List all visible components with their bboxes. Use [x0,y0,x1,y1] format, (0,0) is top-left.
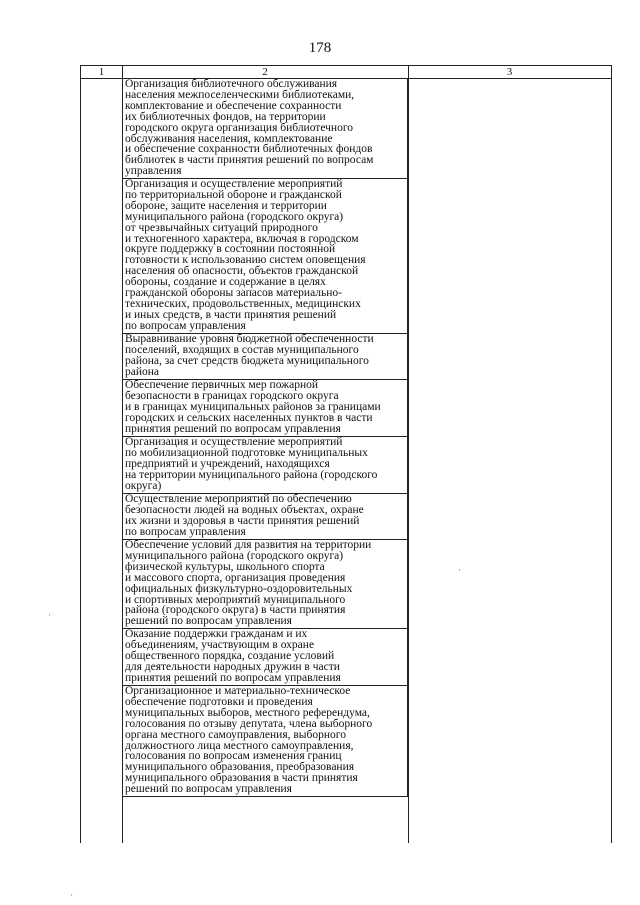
column-divider-2 [408,66,409,843]
table-row [122,334,408,380]
cell-text-line: Организация библиотечного обслуживания [125,79,338,90]
cell-text-line: обороне, защите населения и территории [125,199,327,212]
table-header-row [81,66,611,79]
header-col-2: 2 [262,66,268,78]
cell-text-line: Организация и осуществление мероприятий [125,179,343,190]
table-row [122,179,408,334]
cell-text-line: по мобилизационной подготовке муниципальных [125,446,368,459]
scan-speck: · [48,610,51,620]
cell-text-line: района [125,365,160,378]
cell-text-line: района (городского округа) в части принятия [125,604,346,617]
cell-text-line: района, за счет средств бюджета муниципального [125,354,369,367]
cell-text-line: обороны, создание и содержание в целях [125,276,326,289]
cell-text-line: их библиотечных фондов, на территории [125,110,326,123]
cell-text-line: Обеспечение первичных мер пожарной [125,380,319,391]
cell-text-line: и иных средств, в части принятия решений [125,308,337,321]
cell-text-line: округа) [125,479,162,492]
header-col-3: 3 [506,66,513,78]
cell-text-line: решений по вопросам управления [125,615,292,628]
cell-text-line: муниципальных выборов, местного референдума, [125,706,370,719]
cell-text-line: принятия решений по вопросам управления [125,671,341,684]
cell-text-line: библиотек в части принятия решений по вопросам [125,154,374,167]
cell-text-line: голосования по вопросам изменения границ [125,750,342,763]
cell-text-line: муниципального района (городского округа) [125,210,344,223]
cell-text-line: Осуществление мероприятий по обеспечению [125,494,352,505]
cell-text-line: Оказание поддержки гражданам и их [125,629,308,640]
cell-text-line: безопасности людей на водных объектах, охране [125,503,364,516]
cell-text-line: комплектование и обеспечение сохранности [125,99,342,112]
cell-text-line: предприятий и учреждений, находящихся [125,457,330,470]
cell-text-line: их жизни и здоровья в части принятия решений [125,514,360,527]
cell-text-line: муниципального образования, преобразования [125,761,355,774]
cell-text-line: по вопросам управления [125,525,246,538]
cell-text-line: принятия решений по вопросам управления [125,422,341,435]
cell-text-line: гражданской обороны запасов материально- [125,287,342,300]
header-col-1: 1 [98,66,105,78]
cell-text-line: официальных физкультурно-оздоровительных [125,582,353,595]
scan-speck: · [70,890,73,900]
cell-text-line: населения об опасности, объектов гражданской [125,265,359,278]
cell-text-line: городских и сельских населенных пунктов в части [125,411,373,424]
cell-text-line: решений по вопросам управления [125,783,292,796]
cell-text-line: на территории муниципального района (городского [125,468,378,481]
table-row [122,380,408,437]
cell-text-line: по вопросам управления [125,319,246,332]
page-number: 178 [308,40,332,56]
cell-text-line: и спортивных мероприятий муниципального [125,593,346,606]
cell-text-line: голосования по отзыву депутата, члена выборного [125,717,373,730]
cell-text-line: от чрезвычайных ситуаций природного [125,221,318,234]
cell-text-line: обслуживания населения, комплектование [125,132,333,145]
cell-text-line: органа местного самоуправления, выборного [125,728,346,741]
scan-speck: · [458,565,461,575]
cell-text-line: и в границах муниципальных районов за границами [125,400,381,413]
competency-table [80,65,612,843]
table-row [122,437,408,494]
cell-text-line: населения межпоселенческими библиотеками, [125,88,355,101]
cell-text-line: и техногенного характера, включая в городском [125,232,359,245]
cell-text-line: должностного лица местного самоуправления, [125,739,354,752]
cell-text-line: муниципального образования в части принятия [125,772,358,785]
table-row [122,686,408,797]
table-row [122,540,408,629]
table-row [122,629,408,686]
cell-text-line: муниципального района (городского округа) [125,549,344,562]
cell-text-line: обеспечение подготовки и проведения [125,695,313,708]
cell-text-line: городского округа организация библиотечного [125,121,354,134]
cell-text-line: Выравнивание уровня бюджетной обеспеченности [125,334,374,345]
table-row [122,79,408,179]
cell-text-line: и массового спорта, организация проведения [125,571,346,584]
cell-text-line: управления [125,165,182,178]
cell-text-line: по территориальной обороне и гражданской [125,188,342,201]
cell-text-line: Организация и осуществление мероприятий [125,437,343,448]
cell-text-line: Обеспечение условий для развития на территории [125,540,372,551]
cell-text-line: для деятельности народных дружин в части [125,660,340,673]
cell-text-line: и обеспечение сохранности библиотечных фондов [125,143,373,156]
cell-text-line: округе поддержку в состоянии постоянной [125,243,336,256]
cell-text-line: технических, продовольственных, медицинских [125,297,361,310]
cell-text-line: физической культуры, школьного спорта [125,560,325,573]
cell-text-line: общественного порядка, создание условий [125,649,335,662]
cell-text-line: объединениям, участвующим в охране [125,638,315,651]
cell-text-line: поселений, входящих в состав муниципального [125,343,359,356]
cell-text-line: безопасности в границах городского округа [125,389,339,402]
table-row [122,494,408,540]
cell-text-line: Организационное и материально-техническое [125,686,351,697]
cell-text-line: готовности к использованию систем оповещения [125,254,366,267]
